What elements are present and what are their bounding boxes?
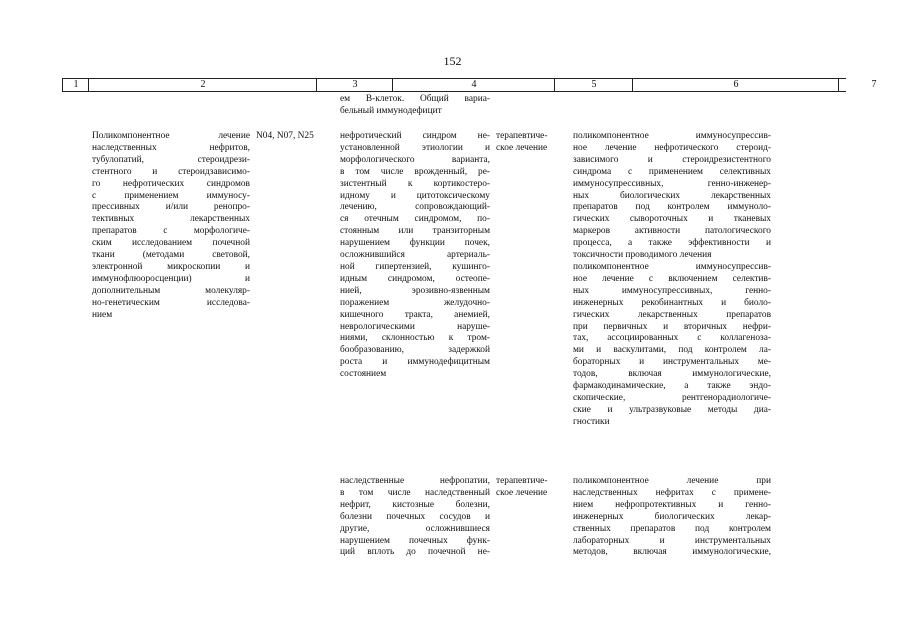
text-line: но-генетическим исследова-: [92, 297, 250, 308]
row1-model-cell: [340, 131, 490, 381]
table-header: [62, 78, 877, 92]
text-line: нарушением функции почек,: [340, 238, 490, 249]
text-line: другие, осложнившиеся: [340, 523, 490, 534]
text-line: тективных лекарственных: [92, 214, 250, 225]
row2-type-cell: [496, 476, 568, 500]
text-line: нарушением почечных функ-: [340, 535, 490, 546]
text-line: иммуносупрессивных, генно-инженер-: [573, 178, 771, 189]
text-line: в том числе наследственный: [340, 487, 490, 498]
text-line: ных биологических лекарственных: [573, 190, 771, 201]
row1-type-cell: [496, 131, 568, 155]
text-line: наследственных нефритов,: [92, 142, 250, 153]
header-col-2: 2: [88, 79, 317, 91]
text-line: в том числе врожденный, ре-: [340, 166, 490, 177]
text-line: гностики: [573, 416, 610, 427]
text-line: бельный иммунодефицит: [340, 105, 442, 116]
text-line: морфологического варианта,: [340, 154, 490, 165]
text-line: скопические, рентгенорадиологиче-: [573, 392, 771, 403]
text-line: го нефротических синдромов: [92, 178, 250, 189]
carry-over-cell: [340, 94, 490, 118]
text-line: лечению, сопровождающий-: [340, 202, 490, 213]
text-line: поликомпонентное лечение при: [573, 476, 771, 486]
text-line: при первичных и вторичных нефри-: [573, 321, 771, 332]
header-col-7: 7: [838, 79, 905, 91]
text-line: наследственных нефритах с примене-: [573, 487, 771, 498]
text-line: бообразованию, задержкой: [340, 345, 490, 356]
text-line: инженерных биологических лекар-: [573, 511, 771, 522]
text-line: гических лекарственных препаратов: [573, 309, 771, 320]
text-line: ной гипертензией, кушинго-: [340, 261, 490, 272]
text-line: гических сывороточных и тканевых: [573, 214, 771, 225]
text-line: бораторных и инструментальных ме-: [573, 357, 771, 368]
header-col-5: 5: [554, 79, 633, 91]
text-line: ственных препаратов под контролем: [573, 523, 771, 534]
text-line: болезни почечных сосудов и: [340, 511, 490, 522]
header-col-6: 6: [632, 79, 839, 91]
text-line: идному и цитотоксическому: [340, 190, 490, 201]
text-line: терапевтиче-: [496, 131, 548, 141]
text-line: роста и иммунодефицитным: [340, 357, 490, 368]
text-line: препаратов с морфологиче-: [92, 226, 250, 237]
header-col-3: 3: [316, 79, 393, 91]
row2-method-cell: [573, 476, 771, 559]
text-line: стоянным или транзиторным: [340, 226, 490, 237]
text-line: ное лечение с включением селектив-: [573, 273, 771, 284]
text-line: нием нефропротективных и генно-: [573, 499, 771, 510]
text-line: ским исследованием почечной: [92, 238, 250, 249]
text-line: ниями, склонностью к тром-: [340, 333, 490, 344]
text-line: ем В-клеток. Общий вариа-: [340, 94, 490, 104]
text-line: ций вплоть до почечной не-: [340, 547, 490, 558]
text-line: состоянием: [340, 369, 387, 380]
text-line: ся отечным синдромом, по-: [340, 214, 490, 225]
text-line: зависимого и стероидрезистентного: [573, 154, 771, 165]
text-line: ми и васкулитами, под контролем ла-: [573, 345, 771, 356]
text-line: ткани (методами световой,: [92, 250, 250, 261]
text-line: осложнившийся артериаль-: [340, 250, 490, 261]
text-line: методов, включая иммунологические,: [573, 547, 771, 558]
text-line: лабораторных и инструментальных: [573, 535, 771, 546]
text-line: поликомпонентное иммуносупрессив-: [573, 131, 771, 141]
text-line: процесса, а также эффективности и: [573, 238, 771, 249]
text-line: Поликомпонентное лечение: [92, 131, 250, 141]
text-line: поражением желудочно-: [340, 297, 490, 308]
row1-service-cell: [92, 131, 250, 322]
text-line: ское лечение: [496, 487, 548, 498]
text-line: ское лечение: [496, 142, 548, 153]
page-number: 152: [443, 54, 462, 68]
text-line: ские и ультразвуковые методы диа-: [573, 404, 771, 415]
row1-code-cell: [256, 131, 332, 143]
text-line: иммунофлюоросценции) и: [92, 273, 250, 284]
text-line: поликомпонентное иммуносупрессив-: [573, 261, 771, 272]
text-line: наследственные нефропатии,: [340, 476, 490, 486]
text-line: N04, N07, N25: [256, 131, 314, 141]
text-line: терапевтиче-: [496, 476, 548, 486]
text-line: неврологическими наруше-: [340, 321, 490, 332]
text-line: нефрит, кистозные болезни,: [340, 499, 490, 510]
text-line: тубулопатий, стероидрези-: [92, 154, 250, 165]
text-line: стентного и стероидзависимо-: [92, 166, 250, 177]
row2-model-cell: [340, 476, 490, 559]
text-line: нефротический синдром не-: [340, 131, 490, 141]
text-line: электронной микроскопии и: [92, 261, 250, 272]
text-line: фармакодинамические, а также эндо-: [573, 381, 771, 392]
header-col-1: 1: [62, 79, 89, 91]
text-line: нием: [92, 309, 113, 320]
text-line: синдрома с применением селективных: [573, 166, 771, 177]
text-line: тодов, включая иммунологические,: [573, 369, 771, 380]
text-line: прессивных и/или ренопро-: [92, 202, 250, 213]
text-line: тах, ассоциированных с коллагеноза-: [573, 333, 771, 344]
text-line: ное лечение нефротического стероид-: [573, 142, 771, 153]
text-line: токсичности проводимого лечения: [573, 250, 712, 261]
text-line: с применением иммуносу-: [92, 190, 250, 201]
header-col-4: 4: [392, 79, 555, 91]
text-line: нией, эрозивно-язвенным: [340, 285, 490, 296]
text-line: инженерных рекобинантных и биоло-: [573, 297, 771, 308]
text-line: маркеров активности патологического: [573, 226, 771, 237]
text-line: идным синдромом, остеопе-: [340, 273, 490, 284]
text-line: кишечного тракта, анемией,: [340, 309, 490, 320]
text-line: ных иммуносупрессивных, генно-: [573, 285, 771, 296]
text-line: зистентный к кортикостеро-: [340, 178, 490, 189]
text-line: дополнительным молекуляр-: [92, 285, 250, 296]
row1-method-cell: [573, 131, 771, 429]
text-line: установленной этиологии и: [340, 142, 490, 153]
text-line: препаратов под контролем иммуноло-: [573, 202, 771, 213]
